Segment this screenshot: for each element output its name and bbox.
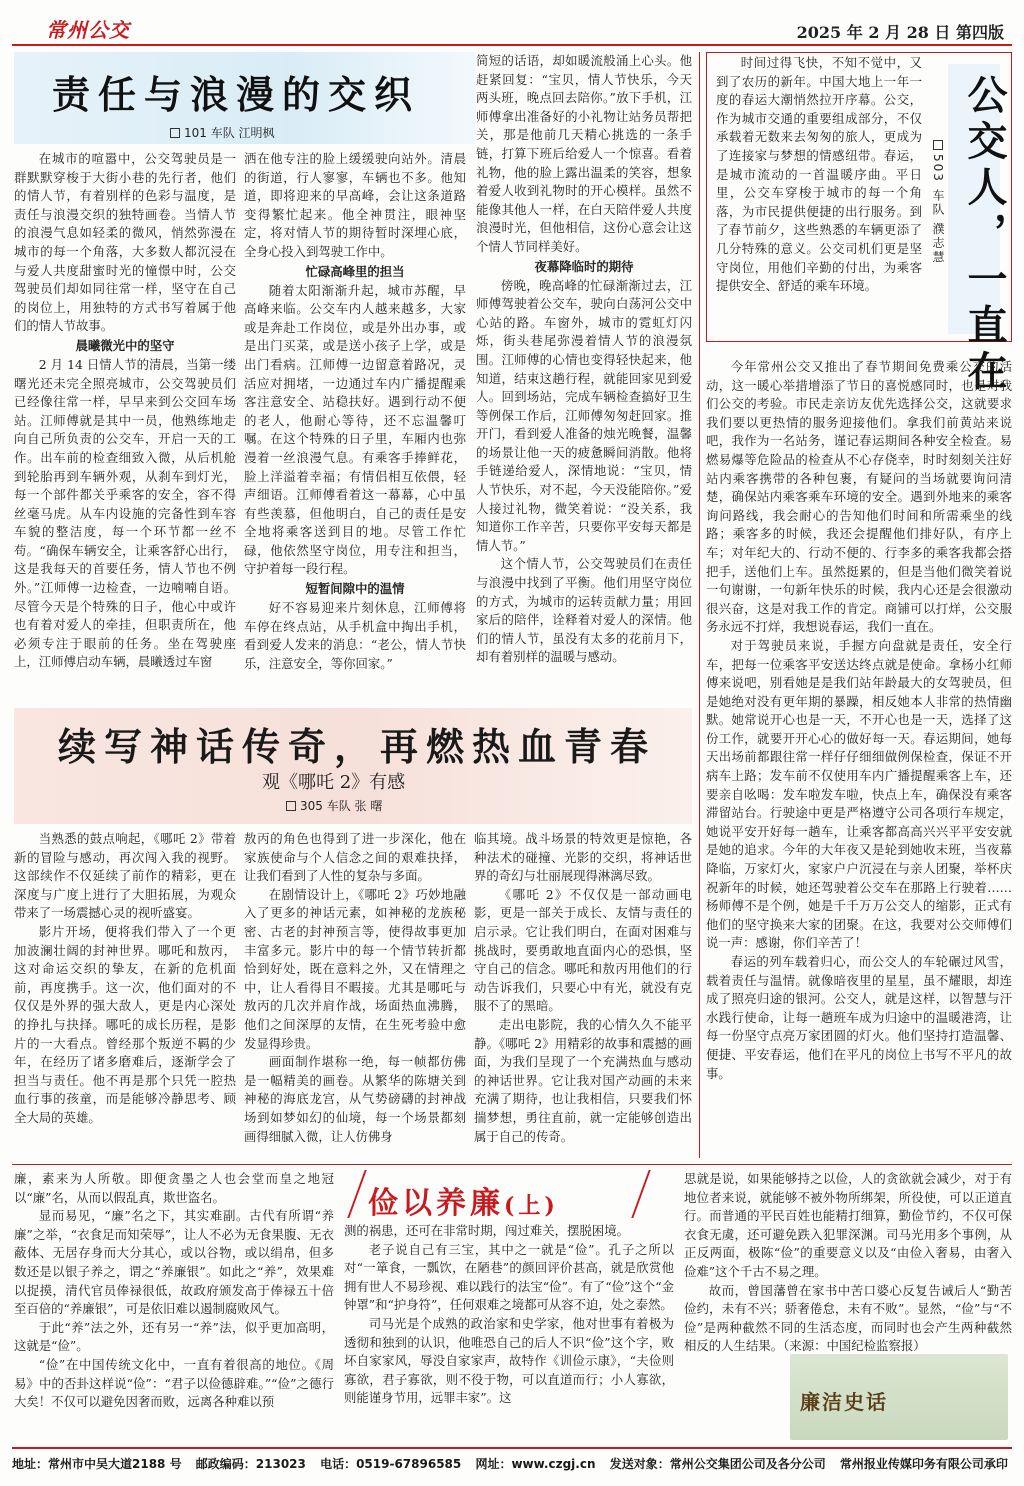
section-divider [12,1164,1012,1165]
article4-title: 俭以养廉(上) [368,1186,559,1221]
paragraph: 在剧情设计上，《哪吒 2》巧妙地融入了更多的神话元素，如神秘的龙族秘密、古老的封神预言等，使得故事更加丰富多元。影片中的每一个情节转折都恰到好处，既在意料之外，又在情理之中，让人看得目不暇接。尤其是哪吒与敖丙的几次并肩作战，场面热血沸腾，他们之间深厚的友情，在生死考验中愈发显得珍贵。 [244,886,466,1051]
footer-phone: 电话：0519-67896585 [320,1457,462,1471]
paragraph: 2 月 14 日情人节的清晨，当第一缕曙光还未完全照亮城市，公交驾驶员们已经像往常一样，早早来到公交回车场站。江师傅就是其中一员，他熟练地走向自己所负责的公交车，开启一天的工作。出车前的检查细致入微，从后机舱到轮胎再到车辆外观，从刹车到灯光，每一个部件都关乎乘客的安全，容不得丝毫马虎。从车内设施的完备性到车容车貌的整洁度，每一个环节都一丝不苟。“确保车辆安全，让乘客舒心出行，这是我每天的首要任务，情人节也不例外。”江师傅一边检查，一边喃喃自语。尽管今天是个特殊的日子，他心中或许也有着对爱人的牵挂，但职责所在，他必须专注于眼前的任务。坐在驾驶座上，江师傅启动车辆，晨曦透过车窗 [14,356,236,670]
footer-postcode: 邮政编码：213023 [195,1457,306,1471]
paragraph: 在城市的喧嚣中，公交驾驶员是一群默默穿梭于大街小巷的先行者，他们的情人节，有着别样的色彩与温度，是责任与浪漫交织的独特画卷。当情人节的浪漫气息如轻柔的微风，悄然弥漫在城市的每一个角落，大多数人都沉浸在与爱人共度甜蜜时光的憧憬中时，公交驾驶员们却如同往常一样，坚守在自己的岗位上，用独特的方式书写着属于他们的情人节故事。 [14,151,236,334]
title-slash-ornament [347,1170,366,1218]
paragraph: 老子说自己有三宝，其中之一就是“俭”。孔子之所以对“一箪食，一瓢饮，在陋巷”的颜回评价甚高，就是欣赏他拥有世人不易珍视、难以践行的法宝“俭”。有了“俭”这个“金钟罩”和“护身符”，任何艰难之境都可从容不迫，处之泰然。 [344,1241,674,1313]
paragraph: 显而易见，“廉”名之下，其实难副。古代有所谓“养廉”之举，“衣食足而知荣辱”，让人不必为无食果腹、无衣蔽体、无居存身而大分其心，或以谷物，或以绢帛，但多数还是以银子养之，谓之“养廉银”。如此之“养”，效果难以捉摸，清代官员俸禄很低，故政府颁发高于俸禄五十倍至百倍的“养廉银”，可是依旧难以遏制腐败风气。 [14,1208,334,1317]
paragraph: 敖丙的角色也得到了进一步深化，他在家族使命与个人信念之间的艰难抉择，让我们看到了人性的复杂与多面。 [244,831,466,884]
paragraph: 于此“养”法之外，还有另一“养”法，似乎更加高明，这就是“俭”。 [14,1319,334,1354]
paragraph: 对于驾驶员来说，手握方向盘就是责任，安全行车，把每一位乘客平安送达终点就是使命。拿杨小红师傅来说吧，别看她是是我们站年龄最大的女驾驶员，但是她绝对没有更年期的暴躁，相反她本人非常的热情幽默。她常说开心也是一天，不开心也是一天，选择了这份工作，就要开开心心的做好每一天。春运期间，她每天出场前都跟往常一样仔仔细细做例保检查，保证不开病车上路；发车前不仅使用车内广播提醒乘客上车，还要亲自吆喝：发车啦发车啦，快点上车，确保没有乘客滞留站台。行驶途中更是严格遵守公司各项行车规定，她说平安开好每一趟车，让乘客都高高兴兴平平安安就是她的追求。今年的大年夜又是轮到她收末班，当夜幕降临，万家灯火，家家户户沉浸在与亲人团聚，举杯庆祝新年的时候，她还驾驶着公交车在那路上行驶着……杨师傅不是个例，她是千千万万公交人的缩影，正式有他们的坚守换来大家的团聚。在这，我要对公交师傅们说一声：感谢，你们辛苦了！ [706,637,1012,951]
paragraph: 时间过得飞快，不知不觉中，又到了农历的新年。中国大地上一年一度的春运大潮悄然拉开序幕。公交，作为城市交通的重要组成部分，不仅承载着无数来去匆匆的旅人，更成为了连接家与梦想的情感纽带。春运，是城市流动的一首温暖序曲。平日里，公交车穿梭于城市的每一个角落，为市民提供便捷的出行服务。到了春节前夕，这些熟悉的车辆更添了几分特殊的意义。公交司机们更是坚守岗位，用他们辛勤的付出，为乘客提供安全、舒适的乘车环境。 [716,55,922,294]
paragraph: 故而，曾国藩曾在家书中苦口婆心反复告诫后人“勤苦俭约，未有不兴；骄奢倦怠，未有不败”。显然，“俭”与“不俭”是两种截然不同的生活态度，而同时也会产生两种截然相反的人生结果。（来源：中国纪检监察报） [684,1282,1012,1354]
paragraph: 随着太阳渐渐升起，城市苏醒，早高峰来临。公交车内人越来越多，大家或是奔赴工作岗位，或是外出办事，或是出门买菜，或是送小孩子上学，或是出门看病。江师傅一边留意着路况，灵活应对拥堵，一边通过车内广播提醒乘客注意安全、站稳扶好。遇到行动不便的老人，他耐心等待，还不忘温馨叮嘱。在这个特殊的日子里，车厢内也弥漫着一丝浪漫气息。有乘客手捧鲜花，脸上洋溢着幸福；有情侣相互依偎，轻声细语。江师傅看着这一幕幕，心中虽有些羡慕，但他明白，自己的责任是安全地将乘客送到目的地。尽管工作忙碌，他依然坚守岗位，用专注和担当，守护着每一段行程。 [244,282,466,577]
paragraph: 春运的列车载着归心，而公交人的车轮碾过风雪，载着责任与温情。就像暗夜里的星星，虽不耀眼，却连成了照亮归途的银河。公交人，就是这样，以智慧与汗水践行使命，让每一趟班车成为归途中的温暖港湾，让每一份坚守点亮万家团圆的灯火。他们坚持打造温馨、便捷、平安春运，他们在平凡的岗位上书写不平凡的故事。 [706,954,1012,1081]
byline-box-icon [933,140,943,150]
column-rule [699,52,700,1158]
article2-column-3 [474,830,692,1160]
paragraph: 临其境。战斗场景的特效更是惊艳，各种法术的碰撞、光影的交织，将神话世界的奇幻与壮丽展现得淋漓尽致。 [474,831,692,884]
paragraph: 走出电影院，我的心情久久不能平静。《哪吒 2》用精彩的故事和震撼的画面，为我们呈现了一个充满热血与感动的神话世界。它让我对国产动画的未来充满了期待，也让我相信，只要我们怀揣梦想，勇往直前，就一定能够创造出属于自己的传奇。 [474,1016,692,1144]
paragraph: 思就是说，如果能够持之以俭，人的贪欲就会减少，对于有地位者来说，就能够不被外物所绑架，所役使，可以正道直行。而普通的平民百姓也能精打细算，勤俭节约，不仅可保衣食无虞，还可避免跌入犯罪深渊。司马光用多个事例，从正反两面，极陈“俭”的重要意义以及“由俭入奢易，由奢入俭难”这个千古不易之理。 [684,1171,1012,1279]
article2-column-1 [14,830,236,1160]
article2-byline: 305 车队 张 曙 [286,797,382,814]
brand-logo: 常州公交 [46,18,130,42]
byline-box-icon [286,801,296,811]
footer-address: 地址：常州市中吴大道2188 号 [12,1457,182,1471]
article3-column-top [716,54,922,360]
paragraph: 影片开场，便将我们带入了一个更加波澜壮阔的封神世界。哪吒和敖丙，这对命运交织的挚友，在新的危机面前，再度携手。这一次，他们面对的不仅仅是外界的强大敌人，更是内心深处的挣扎与抉择。哪吒的成长历程，是影片的一大看点。曾经那个叛逆不羁的少年，在经历了诸多磨难后，逐渐学会了担当与责任。他不再是那个只凭一腔热血行事的孩童，而是能够冷静思考、顾全大局的英雄。 [14,923,236,1125]
article1-byline: 101 车队 江明枫 [170,124,275,141]
paragraph: 画面制作堪称一绝，每一帧都仿佛是一幅精美的画卷。从繁华的陈塘关到神秘的海底龙宫，从气势磅礴的封神战场到如梦如幻的仙境，每一个场景都刻画得细腻入微，让人仿佛身 [244,1054,466,1144]
paragraph: 廉，素来为人所敬。即便贪墨之人也会堂而皇之地冠以“廉”名，从而以假乱真，欺世盗名。 [14,1171,334,1205]
footer-recipients: 发送对象：常州公交集团公司及各分公司 [609,1457,826,1471]
paragraph: 《哪吒 2》不仅仅是一部动画电影，更是一部关于成长、友情与责任的启示录。它让我们明白，在面对困难与挑战时，要勇敢地直面内心的恐惧，坚守自己的信念。哪吒和敖丙用他们的行动告诉我们，只要心中有光，就没有克服不了的黑暗。 [474,886,692,1014]
paragraph: 简短的话语，却如暖流般涌上心头。他赶紧回复：“宝贝，情人节快乐，今天两头班，晚点回去陪你。”放下手机，江师傅拿出准备好的小礼物让站务员帮把关，那是他前几天精心挑选的一条手链，打算下班后给爱人一个惊喜。看着礼物，他的脸上露出温柔的笑容，想象着爱人收到礼物时的开心模样。虽然不能像其他人一样，在白天陪伴爱人共度浪漫时光，但他相信，这份心意会让这个情人节同样美好。 [476,53,692,254]
footer-website: 网址：www.czgj.cn [475,1457,596,1471]
title-slash-ornament [631,1170,650,1218]
paragraph: “俭”在中国传统文化中，一直有着很高的地位。《周易》中的否卦这样说“俭”：“君子以俭德辟难。”“俭”之德行大矣！不仅可以避免因奢而败，远离各种难以预 [14,1356,334,1410]
masthead [12,12,1012,46]
paragraph: 当熟悉的鼓点响起，《哪吒 2》带着新的冒险与感动，再次闯入我的视野。这部续作不仅延续了前作的精彩，更在深度与广度上进行了大胆拓展，为观众带来了一场震撼心灵的视听盛宴。 [14,831,236,921]
article4-column-2 [344,1222,674,1442]
article3-byline: 503 车队 濮志慧 [930,140,947,265]
article1-column-3 [476,52,692,705]
paragraph: 傍晚，晚高峰的忙碌渐渐过去，江师傅驾驶着公交车，驶向白荡河公交中心站的路。车窗外，城市的霓虹灯闪烁，街头巷尾弥漫着情人节的浪漫氛围。江师傅的心情也变得轻快起来，他知道，结束这趟行程，就能回家见到爱人。回到场站，完成车辆检查搞好卫生等例保工作后，江师傅匆匆赶回家。推开门，看到爱人准备的烛光晚餐，温馨的场景让他一天的疲惫瞬间消散。他将手链递给爱人，深情地说：“宝贝，情人节快乐，对不起，今天没能陪你。”爱人接过礼物，微笑着说：“没关系，我知道你工作辛苦，只要你平安每天都是情人节。” [476,277,692,553]
section-heading: 夜幕降临时的期待 [534,258,634,274]
byline-box-icon [170,128,180,138]
paragraph: 司马光是个成熟的政治家和史学家，他对世事有着极为透彻和独到的认识，他唯恐自己的后人不识“俭”这个字，败坏自家家风，辱没自家家声，故特作《训俭示康》，“夫俭则寡欲，君子寡欲，则不役于物，可以直道而行；小人寡欲，则能谨身节用，远罪丰家”。这 [344,1315,674,1406]
article3-column-main [706,358,1012,1158]
column-label: 廉洁史话 [800,1390,888,1414]
article3-title: 公交人，一直在 [961,74,1008,396]
article2-subtitle: 观《哪吒 2》有感 [262,772,406,793]
paragraph: 今年常州公交又推出了春节期间免费乘公交的活动，这一暖心举措增添了节日的喜悦感同时，也是对我们公交的考验。市民走亲访友优先选择公交，这就要求我们要以更热情的服务迎接他们。拿我们前黄站来说吧，我作为一名站务，谨记春运期间各种安全检查。易燃易爆等危险品的检查从不心存侥幸，时时刻刻关注好站内乘客携带的各种包裹，有疑问的当场就要询问清楚，确保站内乘客乘车环境的安全。遇到外地来的乘客询问路线，我会耐心的告知他们时间和所需乘坐的线路；乘客多的时候，我还会提醒他们排好队，有序上车；对年纪大的、行动不便的、行李多的乘客我都会搭把手，送他们上车。虽然挺累的，但是当他们微笑着说一句谢谢，一句新年快乐的时候，我内心还是会很激动很兴奋，这是对我工作的肯定。商铺可以打烊，公交服务永远不打烊，我想说春运，我们一直在。 [706,359,1012,635]
article2-column-2 [244,830,466,1160]
paragraph: 这个情人节，公交驾驶员们在责任与浪漫中找到了平衡。他们用坚守岗位的方式，为城市的运转贡献力量；用回家后的陪伴，诠释着对爱人的深情。他们的情人节，虽没有太多的花前月下，却有着别样的温暖与感动。 [476,556,692,665]
paragraph: 洒在他专注的脸上缓缓驶向站外。清晨的街道，行人寥寥，车辆也不多。他知道，即将迎来的早高峰，会让这条道路变得繁忙起来。他全神贯注，眼神坚定，将对情人节的期待暂时深埋心底，全身心投入到驾驶工作中。 [244,151,466,259]
footer [12,1447,1012,1477]
section-heading: 忙碌高峰里的担当 [305,263,405,279]
section-heading: 短暂间隙中的温情 [305,581,405,597]
section-heading: 晨曦微光中的坚守 [75,337,175,353]
article1-title: 责任与浪漫的交织 [52,72,421,117]
paragraph: 好不容易迎来片刻休息，江师傅将车停在终点站，从手机盒中掏出手机，看到爱人发来的消息：“老公，情人节快乐，注意安全，等你回家。” [244,600,466,671]
article1-column-2 [244,150,466,705]
paragraph: 测的祸患，还可在非常时期，闯过难关，摆脱困境。 [344,1223,629,1238]
article1-column-1 [14,150,236,705]
article2-title: 续写神话传奇，再燃热血青春 [58,724,657,769]
article4-column-1 [14,1170,334,1442]
issue-date: 2025 年 2 月 28 日 第四版 [796,23,1004,42]
footer-printer: 常州报业传媒印务有限公司承印 [839,1457,1008,1471]
